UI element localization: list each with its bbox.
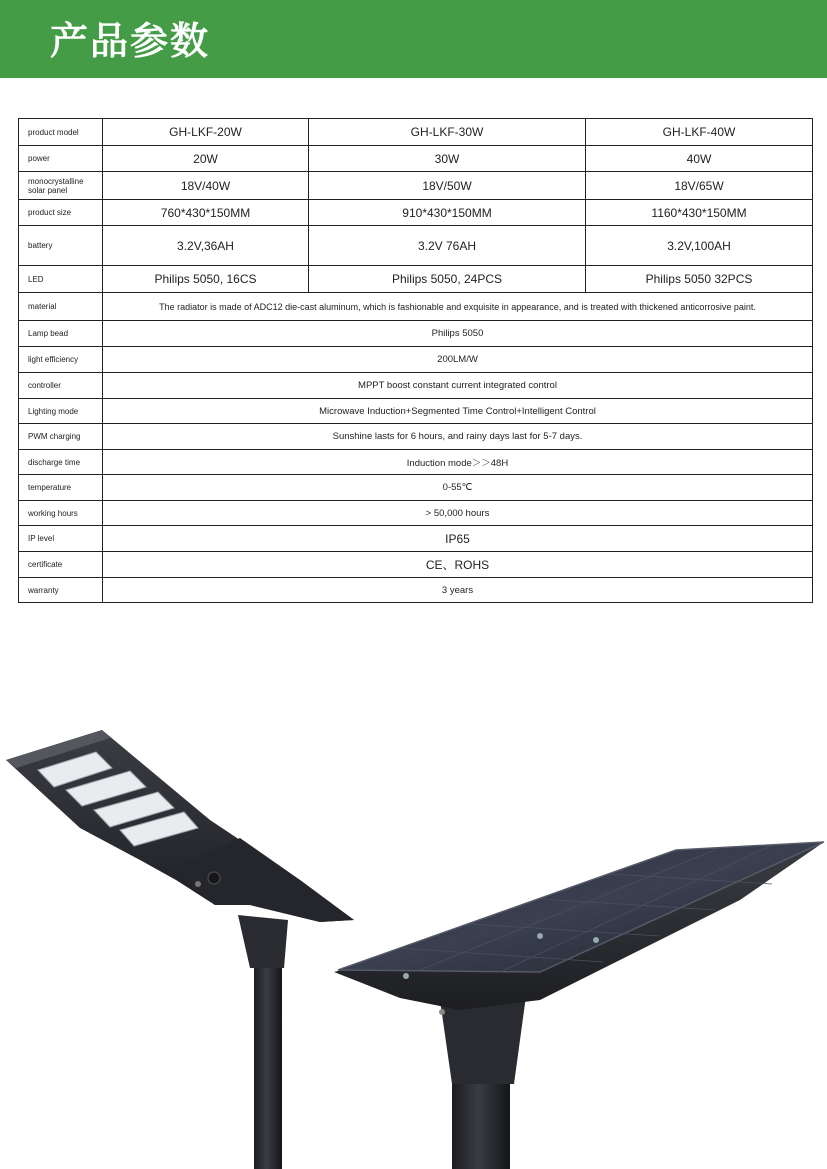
- table-cell: Philips 5050: [103, 321, 813, 347]
- row-label: warranty: [19, 578, 103, 603]
- bolt-icon: [403, 973, 409, 979]
- table-cell: GH-LKF-20W: [103, 119, 309, 146]
- sensor-icon: [208, 872, 220, 884]
- table-cell: CE、ROHS: [103, 552, 813, 578]
- table-cell: 0-55℃: [103, 475, 813, 501]
- table-row: [19, 399, 813, 424]
- row-label: discharge time: [19, 450, 103, 475]
- table-cell: 910*430*150MM: [309, 200, 586, 226]
- left-pole: [254, 950, 282, 1169]
- table-cell: Sunshine lasts for 6 hours, and rainy days last for 5-7 days.: [103, 424, 813, 450]
- table-row: [19, 119, 813, 146]
- table-cell: 3.2V,100AH: [586, 226, 813, 266]
- row-label: LED: [19, 266, 103, 293]
- table-cell: GH-LKF-30W: [309, 119, 586, 146]
- table-cell: 18V/40W: [103, 172, 309, 200]
- table-cell: Microwave Induction+Segmented Time Control+Intelligent Control: [103, 399, 813, 424]
- row-label: product model: [19, 119, 103, 146]
- table-cell: Philips 5050, 24PCS: [309, 266, 586, 293]
- table-row: [19, 347, 813, 373]
- table-cell: Philips 5050, 16CS: [103, 266, 309, 293]
- title-banner: [0, 0, 827, 78]
- row-label: Lighting mode: [19, 399, 103, 424]
- row-label: Lamp bead: [19, 321, 103, 347]
- table-row: [19, 475, 813, 501]
- row-label: controller: [19, 373, 103, 399]
- table-row: [19, 552, 813, 578]
- row-label: monocrystalline solar panel: [19, 172, 103, 200]
- left-bracket: [238, 915, 288, 968]
- table-row: [19, 450, 813, 475]
- table-cell: 18V/50W: [309, 172, 586, 200]
- row-label: power: [19, 146, 103, 172]
- table-row: [19, 172, 813, 200]
- solar-panel: [338, 842, 824, 972]
- table-cell: 20W: [103, 146, 309, 172]
- product-photo: [0, 700, 827, 1169]
- table-row: [19, 373, 813, 399]
- row-label: certificate: [19, 552, 103, 578]
- table-cell: 1160*430*150MM: [586, 200, 813, 226]
- table-row: [19, 321, 813, 347]
- table-row: [19, 146, 813, 172]
- row-label: light efficiency: [19, 347, 103, 373]
- row-label: IP level: [19, 526, 103, 552]
- table-cell: 30W: [309, 146, 586, 172]
- indicator-icon: [195, 881, 201, 887]
- table-cell: 200LM/W: [103, 347, 813, 373]
- row-label: product size: [19, 200, 103, 226]
- right-lamp: [334, 842, 824, 1169]
- table-cell: 3.2V,36AH: [103, 226, 309, 266]
- table-cell: 40W: [586, 146, 813, 172]
- table-row: [19, 293, 813, 321]
- bolt-icon: [593, 937, 599, 943]
- table-cell: The radiator is made of ADC12 die-cast aluminum, which is fashionable and exquisite in appearance, and is treated with thickened anticorrosive paint.: [103, 293, 813, 321]
- table-row: [19, 424, 813, 450]
- table-cell: 18V/65W: [586, 172, 813, 200]
- table-cell: MPPT boost constant current integrated control: [103, 373, 813, 399]
- row-label: battery: [19, 226, 103, 266]
- sensor-icon: [439, 1009, 445, 1015]
- table-row: [19, 226, 813, 266]
- table-cell: 3.2V 76AH: [309, 226, 586, 266]
- table-row: [19, 266, 813, 293]
- table-row: [19, 578, 813, 603]
- table-cell: > 50,000 hours: [103, 501, 813, 526]
- table-cell: Induction mode＞＞48H: [103, 450, 813, 475]
- left-lamp: [6, 730, 354, 1169]
- row-label: material: [19, 293, 103, 321]
- row-label: temperature: [19, 475, 103, 501]
- page-title: 产品参数: [50, 19, 211, 63]
- table-row: [19, 200, 813, 226]
- table-cell: IP65: [103, 526, 813, 552]
- bolt-icon: [537, 933, 543, 939]
- table-cell: Philips 5050 32PCS: [586, 266, 813, 293]
- table-row: [19, 526, 813, 552]
- row-label: PWM charging: [19, 424, 103, 450]
- table-cell: 760*430*150MM: [103, 200, 309, 226]
- table-cell: GH-LKF-40W: [586, 119, 813, 146]
- table-cell: 3 years: [103, 578, 813, 603]
- row-label: working hours: [19, 501, 103, 526]
- spec-table: [18, 118, 813, 603]
- right-bracket: [440, 996, 526, 1084]
- table-row: [19, 501, 813, 526]
